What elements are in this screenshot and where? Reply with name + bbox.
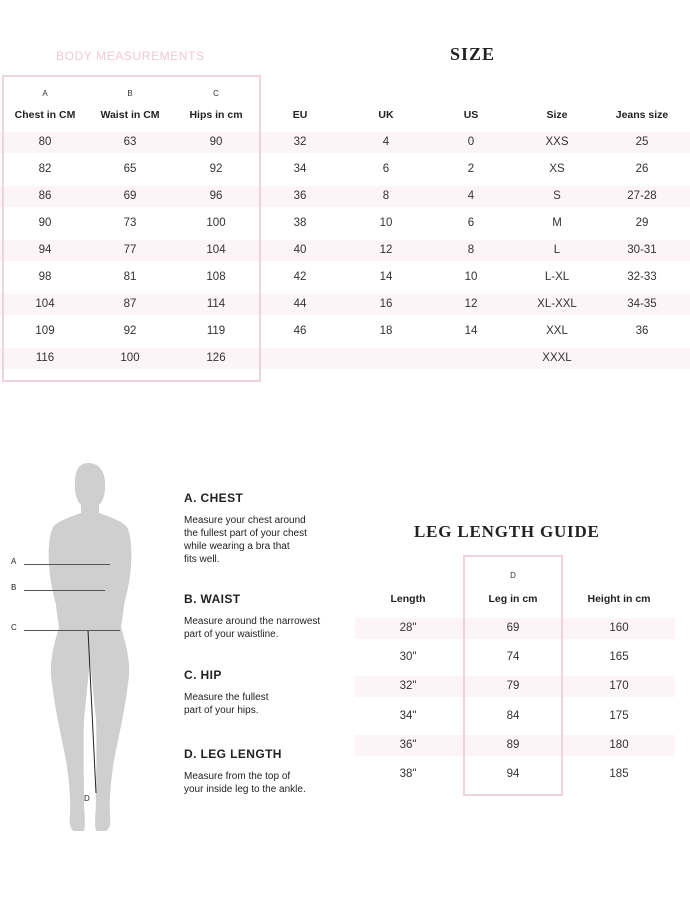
size-cell: 34 xyxy=(293,163,307,175)
marker-b: B xyxy=(11,583,17,592)
marker-c: C xyxy=(11,623,17,632)
size-cell: 46 xyxy=(293,325,307,337)
size-cell: L-XL xyxy=(544,271,570,283)
size-header: Chest in CM xyxy=(14,109,76,121)
size-cell: 119 xyxy=(206,325,226,337)
size-cell: 81 xyxy=(123,271,137,283)
leg-cm-highlight xyxy=(463,555,563,796)
leg-cell: 84 xyxy=(506,709,520,722)
size-cell: 18 xyxy=(379,325,393,337)
size-cell: 100 xyxy=(206,217,226,229)
measure-section-text: while wearing a bra that xyxy=(184,541,290,552)
size-header: Hips in cm xyxy=(189,109,243,121)
size-cell: 14 xyxy=(379,271,393,283)
marker-line xyxy=(24,564,110,565)
size-cell: 16 xyxy=(379,298,393,310)
size-cell: 77 xyxy=(123,244,137,256)
size-cell: 109 xyxy=(35,325,55,337)
size-cell: L xyxy=(553,244,561,256)
measure-section-text: Measure around the narrowest xyxy=(184,616,321,627)
measure-section-text: Measure the fullest xyxy=(184,692,269,703)
size-cell: 8 xyxy=(382,190,390,202)
measure-section-text: the fullest part of your chest xyxy=(184,528,307,539)
size-cell: XXL xyxy=(546,325,568,337)
size-cell: 27-28 xyxy=(627,190,657,202)
leg-cell: 175 xyxy=(609,709,629,722)
column-letter-b: B xyxy=(127,89,133,98)
size-cell: 36 xyxy=(293,190,307,202)
size-cell: 32 xyxy=(293,136,307,148)
size-cell: 44 xyxy=(293,298,307,310)
size-cell: 30-31 xyxy=(627,244,657,256)
leg-cell: 38" xyxy=(399,768,417,780)
marker-d: D xyxy=(84,794,90,803)
size-cell: 82 xyxy=(38,163,52,175)
size-cell: 8 xyxy=(467,244,475,256)
size-header: Size xyxy=(546,109,568,121)
leg-cell: 79 xyxy=(506,680,520,693)
size-cell: 96 xyxy=(209,190,223,202)
measure-section-title: C. HIP xyxy=(184,668,222,682)
size-cell: 63 xyxy=(123,136,137,148)
column-letter-a: A xyxy=(42,89,48,98)
size-cell: 4 xyxy=(382,136,390,148)
leg-cell: 89 xyxy=(506,738,520,751)
marker-line xyxy=(24,630,120,631)
size-cell: XXXL xyxy=(542,352,572,364)
size-cell: 25 xyxy=(635,136,649,148)
column-letter-c: C xyxy=(213,89,219,98)
size-cell: 90 xyxy=(38,217,52,229)
body-measurements-title: BODY MEASUREMENTS xyxy=(56,49,205,63)
size-cell: S xyxy=(553,190,561,202)
size-cell: 0 xyxy=(467,136,475,148)
leg-guide-title: LEG LENGTH GUIDE xyxy=(414,522,600,541)
leg-cell: 30" xyxy=(399,651,417,664)
size-cell: M xyxy=(552,217,562,229)
leg-cell: 94 xyxy=(506,768,520,780)
size-header: UK xyxy=(378,109,394,121)
leg-header: Height in cm xyxy=(587,593,651,605)
measure-section-text: part of your hips. xyxy=(184,705,259,716)
leg-cell: 160 xyxy=(609,622,629,634)
leg-cell: 34" xyxy=(399,709,417,722)
leg-cell: 74 xyxy=(506,651,520,664)
leg-header: Length xyxy=(390,593,426,605)
leg-cell: 185 xyxy=(609,768,629,780)
size-cell: XS xyxy=(549,163,565,175)
size-cell: 90 xyxy=(209,136,223,148)
measure-section-title: B. WAIST xyxy=(184,592,241,606)
leg-cell: 170 xyxy=(609,680,629,693)
size-cell: 12 xyxy=(379,244,393,256)
size-cell: 94 xyxy=(38,244,52,256)
measure-section-text: fits well. xyxy=(184,554,220,565)
measure-section-text: Measure your chest around xyxy=(184,515,306,526)
size-header: Jeans size xyxy=(615,109,669,121)
size-cell: 32-33 xyxy=(627,271,657,283)
size-header: US xyxy=(463,109,479,121)
leg-header: Leg in cm xyxy=(488,593,538,605)
measure-section-title: A. CHEST xyxy=(184,491,244,505)
size-header: Waist in CM xyxy=(100,109,160,121)
size-cell: 10 xyxy=(379,217,393,229)
size-cell: 10 xyxy=(464,271,478,283)
size-cell: 80 xyxy=(38,136,52,148)
size-cell: 40 xyxy=(293,244,307,256)
size-cell: 86 xyxy=(38,190,52,202)
body-silhouette xyxy=(0,455,180,845)
size-header: EU xyxy=(292,109,308,121)
size-cell: XL-XXL xyxy=(537,298,577,310)
size-cell: 98 xyxy=(38,271,52,283)
marker-a: A xyxy=(11,557,17,566)
size-cell: 100 xyxy=(120,352,140,364)
size-cell: 104 xyxy=(206,244,226,256)
leg-cell: 32" xyxy=(399,680,417,693)
size-cell: 4 xyxy=(467,190,475,202)
leg-cell: 36" xyxy=(399,738,417,751)
size-cell: 114 xyxy=(206,298,226,310)
measure-section-text: Measure from the top of xyxy=(184,771,291,782)
size-cell: 2 xyxy=(467,163,475,175)
size-cell: 12 xyxy=(464,298,478,310)
measure-section-text: your inside leg to the ankle. xyxy=(184,784,306,795)
leg-cell: 28" xyxy=(399,622,417,634)
leg-column-letter: D xyxy=(510,571,516,580)
size-cell: 65 xyxy=(123,163,137,175)
size-cell: 34-35 xyxy=(627,298,657,310)
size-cell: 108 xyxy=(206,271,226,283)
size-cell: XXS xyxy=(545,136,569,148)
size-cell: 69 xyxy=(123,190,137,202)
size-cell: 14 xyxy=(464,325,478,337)
size-cell: 42 xyxy=(293,271,307,283)
size-cell: 104 xyxy=(35,298,55,310)
measure-section-title: D. LEG LENGTH xyxy=(184,747,282,761)
leg-cell: 180 xyxy=(609,738,629,751)
size-cell: 92 xyxy=(123,325,137,337)
size-cell: 38 xyxy=(293,217,307,229)
marker-line xyxy=(24,590,105,591)
size-cell: 126 xyxy=(206,352,226,364)
size-cell: 26 xyxy=(635,163,649,175)
leg-cell: 165 xyxy=(609,651,629,664)
size-cell: 36 xyxy=(635,325,649,337)
measure-section-text: part of your waistline. xyxy=(184,629,279,640)
size-title: SIZE xyxy=(450,44,496,64)
leg-cell: 69 xyxy=(506,622,520,634)
size-cell: 6 xyxy=(467,217,475,229)
size-cell: 29 xyxy=(635,217,649,229)
size-cell: 87 xyxy=(123,298,137,310)
size-cell: 116 xyxy=(35,352,55,364)
size-cell: 92 xyxy=(209,163,223,175)
size-cell: 6 xyxy=(382,163,390,175)
size-cell: 73 xyxy=(123,217,137,229)
